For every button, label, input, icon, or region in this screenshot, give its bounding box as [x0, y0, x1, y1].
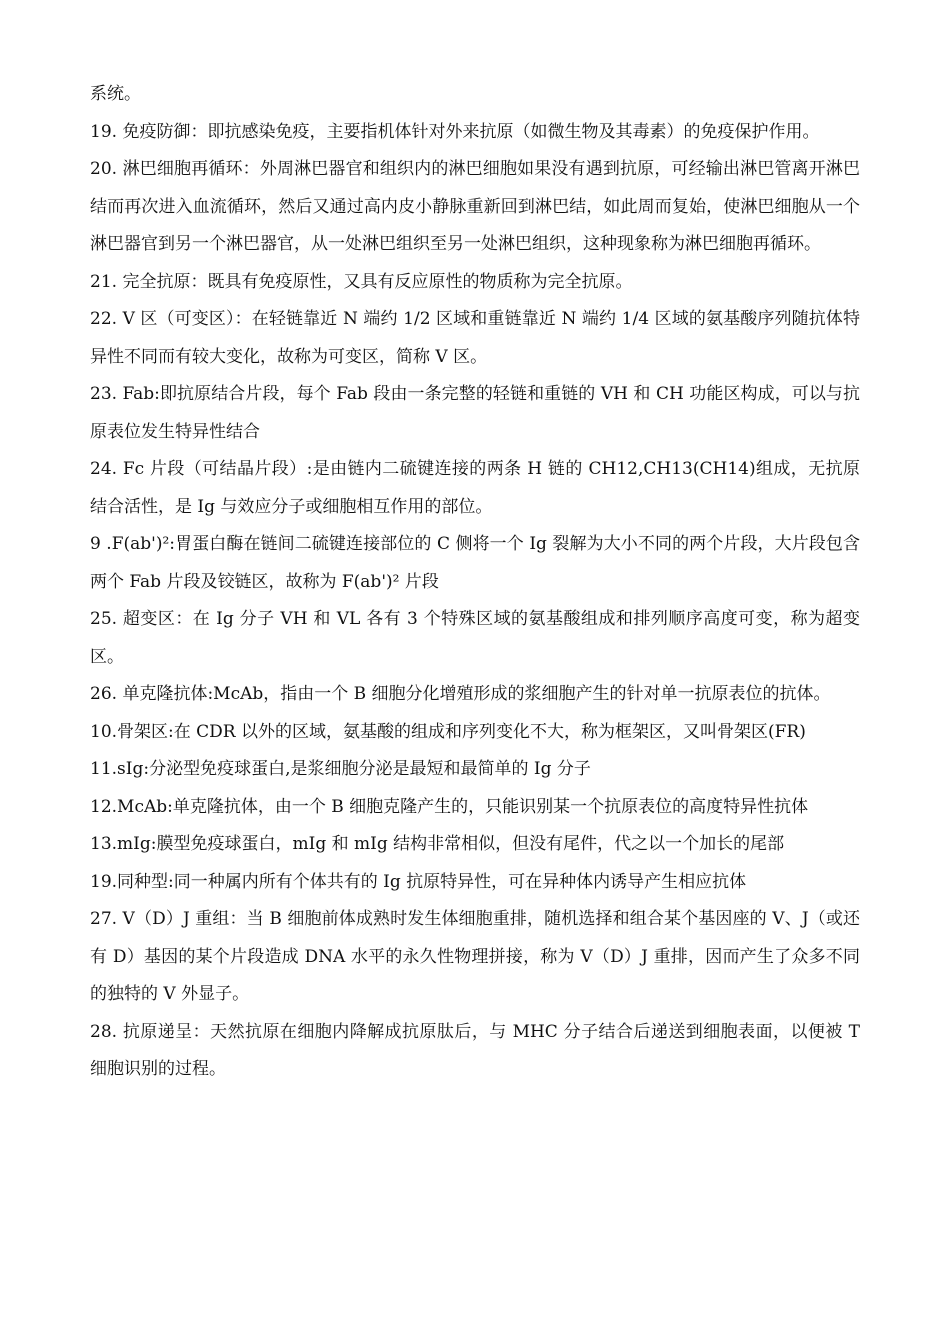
paragraph-fc-fragment: 24. Fc 片段（可结晶片段）:是由链内二硫键连接的两条 H 链的 CH12,CH13(CH14)组成，无抗原结合活性，是 Ig 与效应分子或细胞相互作用的部位。 [90, 459, 860, 517]
paragraph-fab2-fragment: 9 .F(ab')²:胃蛋白酶在链间二硫键连接部位的 C 侧将一个 Ig 裂解为大小不同的两个片段，大片段包含两个 Fab 片段及铰链区，故称为 F(ab')² 片段 [90, 534, 860, 592]
paragraph-mcab: 12.McAb:单克隆抗体，由一个 B 细胞克隆产生的，只能识别某一个抗原表位的高度特异性抗体 [90, 796, 809, 817]
document-page [90, 76, 860, 1089]
paragraph-mig: 13.mIg:膜型免疫球蛋白，mIg 和 mIg 结构非常相似，但没有尾件，代之以一个加长的尾部 [90, 834, 785, 854]
paragraph-isotype: 19.同种型:同一种属内所有个体共有的 Ig 抗原特异性，可在异种体内诱导产生相应抗体 [90, 871, 747, 892]
paragraph-monoclonal-antibody: 26. 单克隆抗体:McAb，指由一个 B 细胞分化增殖形成的浆细胞产生的针对单一抗原表位的抗体。 [90, 684, 831, 704]
paragraph-antigen-presentation: 28. 抗原递呈：天然抗原在细胞内降解成抗原肽后，与 MHC 分子结合后递送到细胞表面，以便被 T 细胞识别的过程。 [90, 1021, 860, 1079]
paragraph-variable-region: 22. V 区（可变区）：在轻链靠近 N 端约 1/2 区域和重链靠近 N 端约 1/4 区域的氨基酸序列随抗体特异性不同而有较大变化，故称为可变区，简称 V 区。 [90, 309, 860, 367]
paragraph-lymphocyte-recirculation: 20. 淋巴细胞再循环：外周淋巴器官和组织内的淋巴细胞如果没有遇到抗原，可经输出淋巴管离开淋巴结而再次进入血流循环，然后又通过高内皮小静脉重新回到淋巴结，如此周而复始，使淋巴细胞从一个淋巴器官到另一个淋巴器官，从一处淋巴组织至另一处淋巴组织，这种现象称为淋巴细胞再循环。 [90, 159, 860, 254]
paragraph-vdj-recombination: 27. V（D）J 重组：当 B 细胞前体成熟时发生体细胞重排，随机选择和组合某个基因座的 V、J（或还有 D）基因的某个片段造成 DNA 水平的永久性物理拼接，称为 V（D）J 重排，因而产生了众多不同的独特的 V 外显子。 [90, 909, 860, 1004]
paragraph-sig: 11.sIg:分泌型免疫球蛋白,是浆细胞分泌是最短和最简单的 Ig 分子 [90, 759, 591, 779]
paragraph-framework-region: 10.骨架区:在 CDR 以外的区域，氨基酸的组成和序列变化不大，称为框架区，又叫骨架区(FR) [90, 721, 806, 742]
paragraph-hypervariable-region: 25. 超变区：在 Ig 分子 VH 和 VL 各有 3 个特殊区域的氨基酸组成和排列顺序高度可变，称为超变区。 [90, 609, 860, 667]
paragraph-fab: 23. Fab:即抗原结合片段，每个 Fab 段由一条完整的轻链和重链的 VH 和 CH 功能区构成，可以与抗原表位发生特异性结合 [90, 384, 860, 442]
paragraph-complete-antigen: 21. 完全抗原：既具有免疫原性，又具有反应原性的物质称为完全抗原。 [90, 271, 633, 292]
paragraph-immune-defense: 19. 免疫防御：即抗感染免疫，主要指机体针对外来抗原（如微生物及其毒素）的免疫保护作用。 [90, 121, 820, 142]
paragraph-system-end: 系统。 [90, 84, 141, 104]
